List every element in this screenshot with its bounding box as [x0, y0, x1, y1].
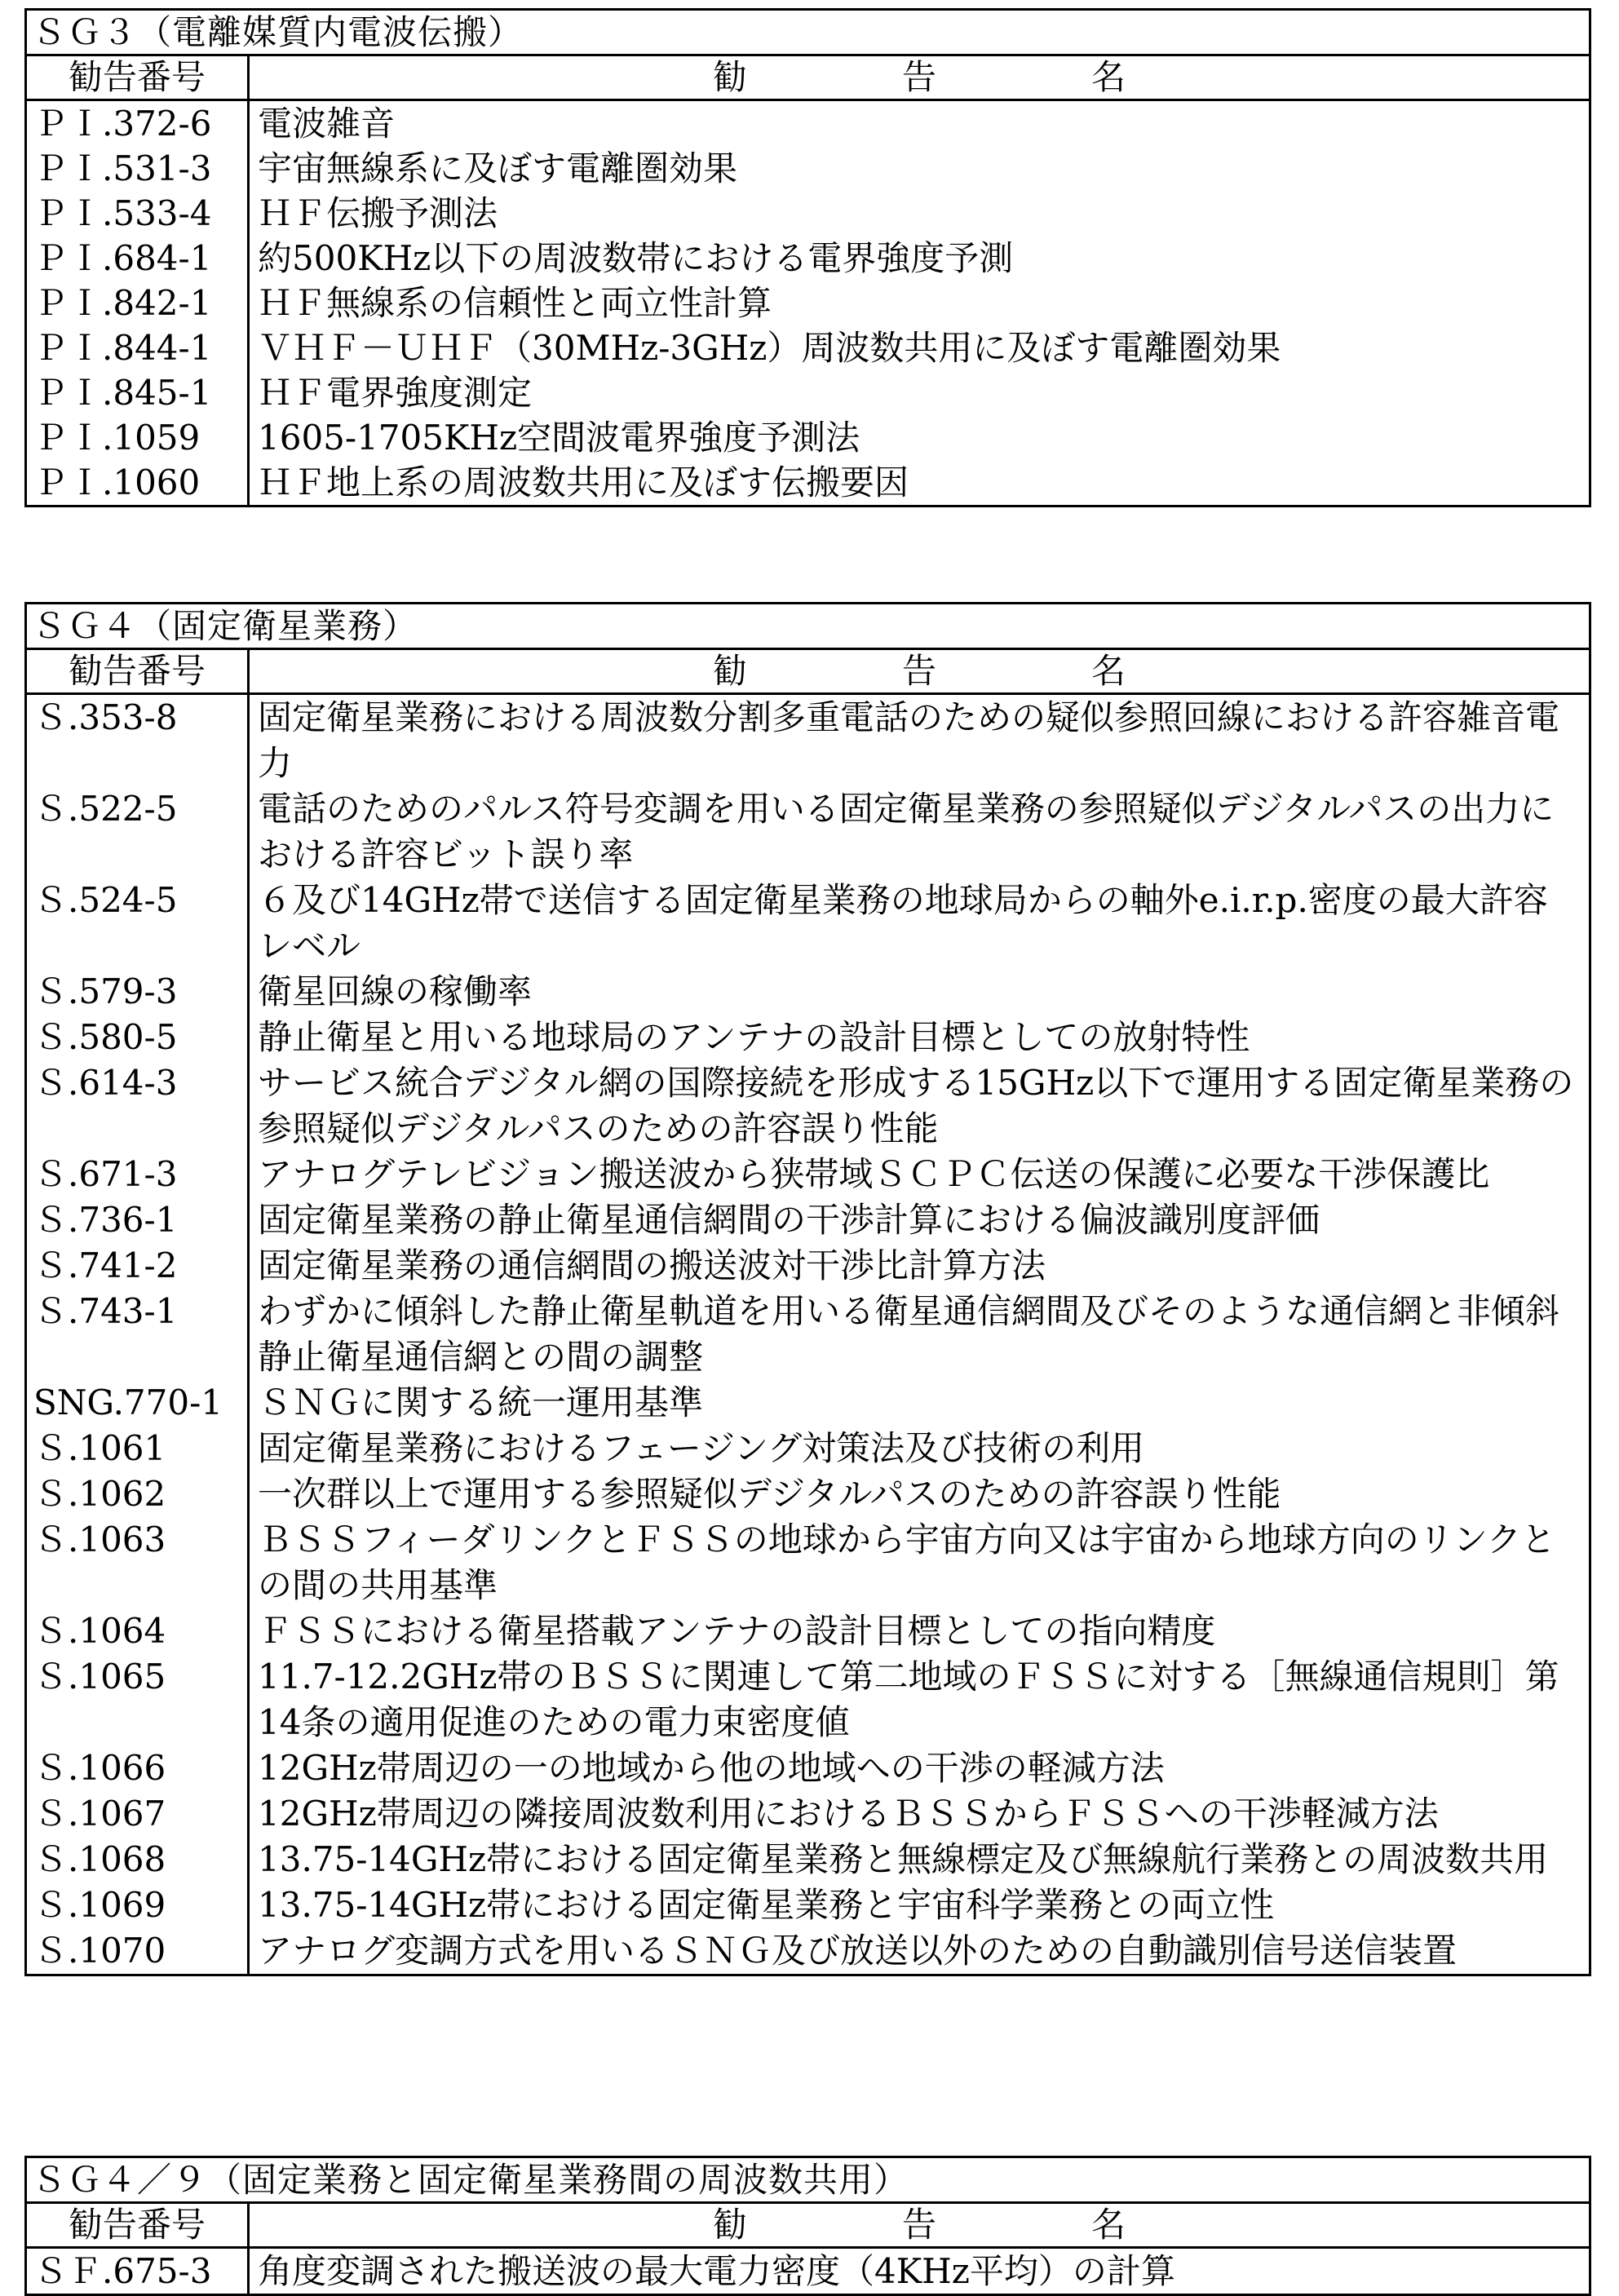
recommendation-number: Ｓ.1064	[27, 1608, 250, 1654]
recommendation-name: アナログ変調方式を用いるＳＮＧ及び放送以外のための自動識別信号送信装置	[258, 1931, 1458, 1971]
recommendation-name: 13.75-14GHz帯における固定衛星業務と無線標定及び無線航行業務との周波数共用	[258, 1839, 1549, 1879]
recommendation-number: SNG.770-1	[27, 1380, 250, 1426]
recommendation-name: 12GHz帯周辺の一の地域から他の地域への干渉の軽減方法	[258, 1748, 1165, 1788]
recommendation-number: Ｓ.1061	[27, 1426, 250, 1471]
recommendation-name: わずかに傾斜した静止衛星軌道を用いる衛星通信網間及びそのような通信網と非傾斜静止衛星通信網との間の調整	[258, 1291, 1560, 1377]
recommendation-number: ＰＩ.844-1	[27, 325, 250, 370]
recommendation-name: ＶＨＦ－ＵＨＦ（30MHz-3GHz）周波数共用に及ぼす電離圏効果	[258, 328, 1281, 368]
recommendation-name: ＢＳＳフィーダリンクとＦＳＳの地球から宇宙方向又は宇宙から地球方向のリンクとの間の共用基準	[258, 1520, 1555, 1605]
recommendation-name: 13.75-14GHz帯における固定衛星業務と宇宙科学業務との両立性	[258, 1885, 1275, 1925]
table-header	[27, 650, 1589, 695]
recommendation-number: ＰＩ.842-1	[27, 281, 250, 325]
recommendation-name: 固定衛星業務の通信網間の搬送波対干渉比計算方法	[258, 1245, 1046, 1285]
table-title: ＳＧ４／９（固定業務と固定衛星業務間の周波数共用）	[27, 2158, 1589, 2204]
table-row	[27, 1928, 1589, 1974]
recommendation-name: 11.7-12.2GHz帯のＢＳＳに関連して第二地域のＦＳＳに対する［無線通信規則］第14条の適用促進のための電力束密度値	[258, 1657, 1559, 1742]
recommendation-name: 衛星回線の稼働率	[258, 971, 533, 1011]
recommendation-name: サービス統合デジタル網の国際接続を形成する15GHz以下で運用する固定衛星業務の参照疑似デジタルパスのための許容誤り性能	[258, 1063, 1574, 1148]
column-header-code: 勧告番号	[27, 56, 250, 99]
table-title: ＳＧ３（電離媒質内電波伝搬）	[27, 11, 1589, 56]
recommendation-name: ＨＦ無線系の信頼性と両立性計算	[258, 283, 772, 323]
table-row	[27, 191, 1589, 236]
recommendation-number: ＰＩ.684-1	[27, 236, 250, 281]
recommendation-name: 電話のためのパルス符号変調を用いる固定衛星業務の参照疑似デジタルパスの出力における許容ビット誤り率	[258, 789, 1555, 874]
recommendation-name: 固定衛星業務における周波数分割多重電話のための疑似参照回線における許容雑音電力	[258, 697, 1560, 783]
recommendation-name: 約500KHz以下の周波数帯における電界強度予測	[258, 238, 1014, 278]
table-row	[27, 2249, 1589, 2294]
recommendation-name: 固定衛星業務の静止衛星通信網間の干渉計算における偏波識別度評価	[258, 1200, 1320, 1240]
recommendation-number: Ｓ.741-2	[27, 1243, 250, 1289]
sg4-table	[24, 602, 1591, 1976]
recommendation-name: アナログテレビジョン搬送波から狭帯域ＳＣＰＣ伝送の保護に必要な干渉保護比	[258, 1154, 1490, 1194]
table-row	[27, 786, 1589, 878]
table-row	[27, 1289, 1589, 1380]
table-row	[27, 1745, 1589, 1791]
column-header-code: 勧告番号	[27, 2204, 250, 2246]
recommendation-name: ６及び14GHz帯で送信する固定衛星業務の地球局からの軸外e.i.r.p.密度の最大許容レベル	[258, 880, 1548, 966]
recommendation-number: Ｓ.614-3	[27, 1060, 250, 1152]
recommendation-name: 固定衛星業務におけるフェージング対策法及び技術の利用	[258, 1428, 1145, 1468]
column-header-name: 勧告名	[712, 651, 1281, 691]
table-body	[27, 695, 1589, 1974]
table-row	[27, 415, 1589, 460]
column-header-code: 勧告番号	[27, 650, 250, 692]
table-row	[27, 1060, 1589, 1152]
recommendation-number: Ｓ.1069	[27, 1882, 250, 1928]
recommendation-name: ＨＦ電界強度測定	[258, 373, 533, 413]
recommendation-number: Ｓ.743-1	[27, 1289, 250, 1380]
table-row	[27, 281, 1589, 325]
recommendation-number: ＰＩ.533-4	[27, 191, 250, 236]
recommendation-name: 1605-1705KHz空間波電界強度予測法	[258, 418, 860, 458]
sg3-table	[24, 8, 1591, 507]
table-row	[27, 1426, 1589, 1471]
recommendation-number: ＳＦ.675-3	[27, 2249, 250, 2294]
table-row	[27, 1015, 1589, 1060]
table-row	[27, 1197, 1589, 1243]
recommendation-number: ＰＩ.1059	[27, 415, 250, 460]
table-row	[27, 878, 1589, 969]
recommendation-name: ＳＮＧに関する統一運用基準	[258, 1382, 704, 1422]
recommendation-number: Ｓ.1062	[27, 1471, 250, 1517]
table-row	[27, 101, 1589, 146]
table-row	[27, 1654, 1589, 1745]
table-title: ＳＧ４（固定衛星業務）	[27, 604, 1589, 650]
table-row	[27, 969, 1589, 1015]
table-row	[27, 1837, 1589, 1882]
table-row	[27, 1517, 1589, 1608]
table-row	[27, 370, 1589, 415]
recommendation-number: Ｓ.1068	[27, 1837, 250, 1882]
recommendation-name: ＨＦ伝搬予測法	[258, 193, 498, 233]
table-row	[27, 1243, 1589, 1289]
recommendation-name: ＨＦ地上系の周波数共用に及ぼす伝搬要因	[258, 462, 909, 502]
table-row	[27, 1882, 1589, 1928]
recommendation-number: Ｓ.580-5	[27, 1015, 250, 1060]
recommendation-number: Ｓ.524-5	[27, 878, 250, 969]
recommendation-name: 静止衛星と用いる地球局のアンテナの設計目標としての放射特性	[258, 1017, 1250, 1057]
sg4-9-table	[24, 2156, 1591, 2296]
column-header-name: 勧告名	[712, 2205, 1281, 2245]
table-row	[27, 146, 1589, 191]
recommendation-number: Ｓ.353-8	[27, 695, 250, 786]
table-row	[27, 460, 1589, 505]
recommendation-number: Ｓ.1066	[27, 1745, 250, 1791]
table-header	[27, 56, 1589, 101]
recommendation-number: ＰＩ.1060	[27, 460, 250, 505]
table-header	[27, 2204, 1589, 2249]
table-row	[27, 325, 1589, 370]
recommendation-name: 一次群以上で運用する参照疑似デジタルパスのための許容誤り性能	[258, 1474, 1281, 1514]
recommendation-number: Ｓ.522-5	[27, 786, 250, 878]
recommendation-number: Ｓ.579-3	[27, 969, 250, 1015]
recommendation-name: 電波雑音	[258, 104, 396, 144]
recommendation-number: ＰＩ.372-6	[27, 101, 250, 146]
table-row	[27, 695, 1589, 786]
recommendation-number: ＰＩ.531-3	[27, 146, 250, 191]
recommendation-number: Ｓ.1065	[27, 1654, 250, 1745]
recommendation-name: 角度変調された搬送波の最大電力密度（4KHz平均）の計算	[258, 2251, 1175, 2291]
column-header-name: 勧告名	[712, 57, 1281, 97]
recommendation-name: 12GHz帯周辺の隣接周波数利用におけるＢＳＳからＦＳＳへの干渉軽減方法	[258, 1794, 1439, 1834]
recommendation-number: Ｓ.736-1	[27, 1197, 250, 1243]
recommendation-number: ＰＩ.845-1	[27, 370, 250, 415]
table-body	[27, 101, 1589, 505]
recommendation-number: Ｓ.1070	[27, 1928, 250, 1974]
table-row	[27, 1608, 1589, 1654]
recommendation-name: ＦＳＳにおける衛星搭載アンテナの設計目標としての指向精度	[258, 1611, 1216, 1651]
recommendation-number: Ｓ.1067	[27, 1791, 250, 1837]
recommendation-name: 宇宙無線系に及ぼす電離圏効果	[258, 148, 738, 188]
table-body	[27, 2249, 1589, 2294]
table-row	[27, 236, 1589, 281]
table-row	[27, 1471, 1589, 1517]
recommendation-number: Ｓ.1063	[27, 1517, 250, 1608]
table-row	[27, 1380, 1589, 1426]
recommendation-number: Ｓ.671-3	[27, 1152, 250, 1197]
table-row	[27, 1791, 1589, 1837]
table-row	[27, 1152, 1589, 1197]
